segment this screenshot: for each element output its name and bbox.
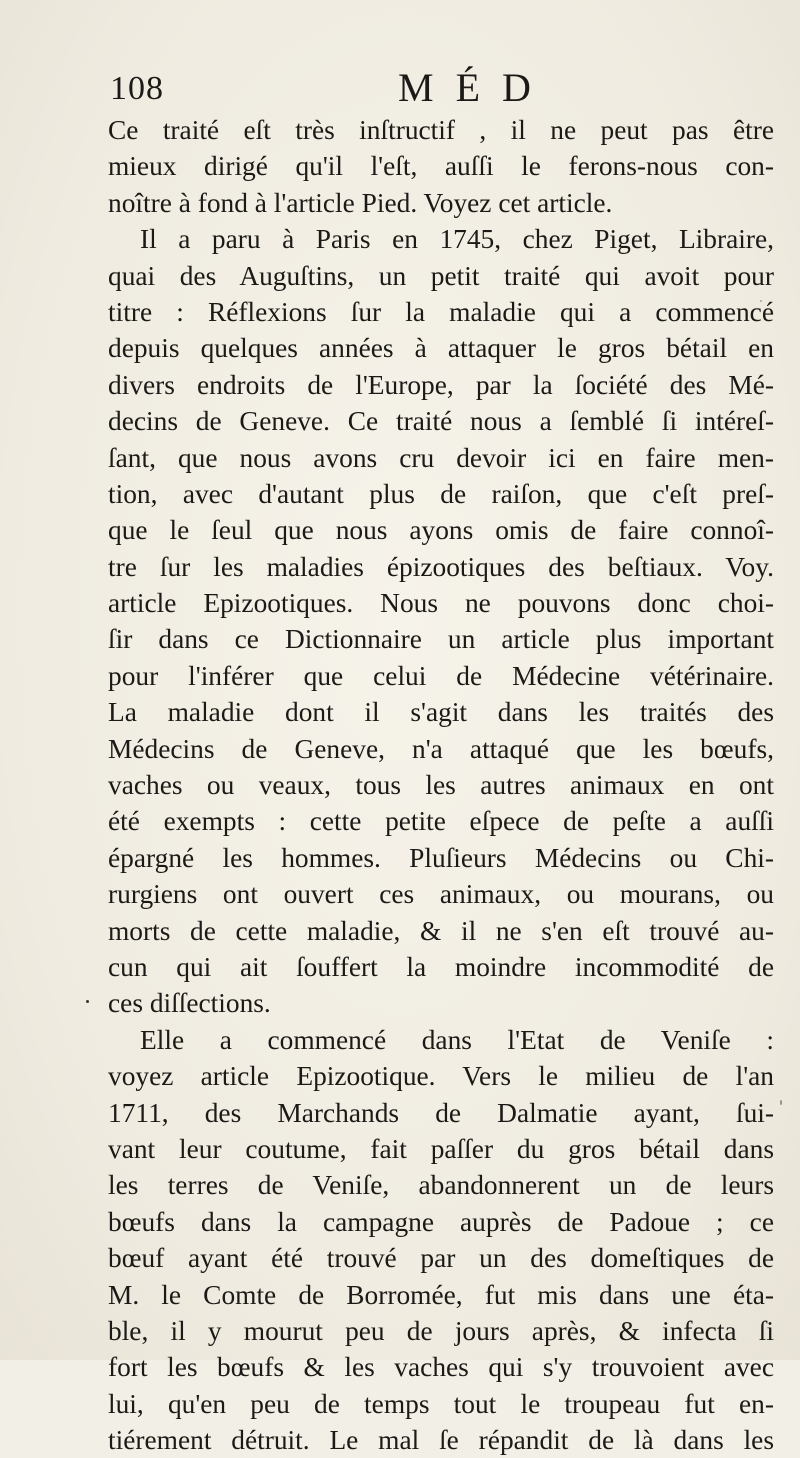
text-line: cun qui ait ſouffert la moindre incommodité de [108, 951, 774, 982]
page-number: 108 [110, 70, 164, 107]
text-line: épargné les hommes. Pluſieurs Médecins ou Chi- [108, 842, 774, 873]
text-line: ces diſſections. [108, 988, 271, 1019]
text-line: M. le Comte de Borromée, fut mis dans une éta- [108, 1279, 774, 1310]
text-line: decins de Geneve. Ce traité nous a ſemblé ſi intéreſ- [108, 406, 774, 437]
text-line: titre : Réflexions ſur la maladie qui a commencé [108, 296, 774, 327]
text-line: tiérement détruit. Le mal ſe répandit de là dans les [108, 1425, 774, 1456]
paragraph-1 [108, 112, 774, 221]
page-header [110, 64, 770, 112]
text-line: les terres de Veniſe, abandonnerent un de leurs [108, 1170, 774, 1201]
text-line: rurgiens ont ouvert ces animaux, ou mourans, ou [108, 879, 774, 910]
text-line: mieux dirigé qu'il l'eſt, auſſi le ferons-nous con- [108, 151, 774, 182]
text-line: quai des Auguſtins, un petit traité qui avoit pour [108, 260, 774, 291]
running-head: MÉD [398, 65, 553, 110]
text-line: tion, avec d'autant plus de raiſon, que c'eſt preſ- [108, 478, 774, 509]
text-line: voyez article Epizootique. Vers le milieu de l'an [108, 1061, 774, 1092]
text-line: ble, il y mourut peu de jours après, & infecta ſi [108, 1315, 774, 1346]
text-line: que le ſeul que nous ayons omis de faire connoî- [108, 515, 774, 546]
paper-speck [760, 300, 762, 302]
text-line: 1711, des Marchands de Dalmatie ayant, ſui- [108, 1097, 774, 1128]
text-line: divers endroits de l'Europe, par la ſociété des Mé- [108, 369, 774, 400]
text-line: été exempts : cette petite eſpece de peſte a auſſi [108, 806, 774, 837]
text-line: vaches ou veaux, tous les autres animaux en ont [108, 770, 774, 801]
text-line: lui, qu'en peu de temps tout le troupeau fut en- [108, 1388, 774, 1419]
text-line: pour l'inférer que celui de Médecine vétérinaire. [108, 660, 774, 691]
body-text [108, 112, 774, 1458]
text-line: fort les bœufs & les vaches qui s'y trouvoient avec [108, 1352, 774, 1383]
text-line: depuis quelques années à attaquer le gros bétail en [108, 333, 774, 364]
text-line: bœuf ayant été trouvé par un des domeſtiques de [108, 1243, 774, 1274]
text-line: morts de cette maladie, & il ne s'en eſt trouvé au- [108, 915, 774, 946]
text-line: Elle a commencé dans l'Etat de Veniſe : [140, 1024, 774, 1055]
text-line: ſir dans ce Dictionnaire un article plus important [108, 624, 774, 655]
text-line: article Epizootiques. Nous ne pouvons donc choi- [108, 588, 774, 619]
text-line: La maladie dont il s'agit dans les traités des [108, 697, 774, 728]
text-line: vant leur coutume, fait paſſer du gros bétail dans [108, 1133, 774, 1164]
paper-speck [86, 1000, 89, 1003]
paragraph-3 [108, 1022, 774, 1458]
text-line: bœufs dans la campagne auprès de Padoue ; ce [108, 1206, 774, 1237]
text-line: ſant, que nous avons cru devoir ici en faire men- [108, 442, 774, 473]
text-line: noître à fond à l'article Pied. Voyez cet article. [108, 187, 613, 218]
text-line: Ce traité eſt très inſtructif , il ne peut pas être [108, 115, 774, 145]
text-line: Il a paru à Paris en 1745, chez Piget, Libraire, [140, 224, 774, 255]
text-line: tre ſur les maladies épizootiques des beſtiaux. Voy. [108, 551, 774, 582]
paper-speck [780, 1100, 782, 1105]
paragraph-2 [108, 221, 774, 1022]
text-line: Médecins de Geneve, n'a attaqué que les bœufs, [108, 733, 774, 764]
